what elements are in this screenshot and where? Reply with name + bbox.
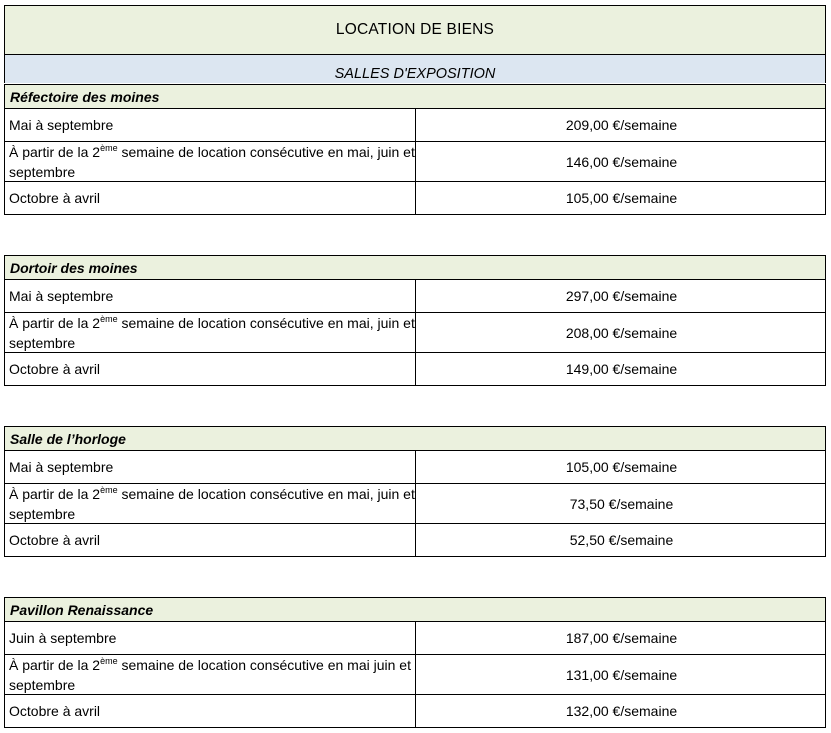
price-value: 297,00 €/semaine (565, 288, 678, 304)
table-row (4, 353, 826, 386)
section-title: Dortoir des moines (4, 255, 826, 280)
period-label: Octobre à avril (5, 353, 416, 385)
table-row (4, 524, 826, 557)
price-value: 52,50 €/semaine (569, 532, 674, 548)
period-label: Mai à septembre (5, 109, 416, 141)
period-label: Octobre à avril (5, 524, 416, 556)
section-horloge (4, 426, 826, 557)
price-value: 132,00 €/semaine (565, 703, 678, 719)
section-refectoire (4, 84, 826, 215)
period-label: Octobre à avril (5, 695, 416, 727)
price-value: 105,00 €/semaine (565, 459, 678, 475)
section-dortoir (4, 255, 826, 386)
price-value: 131,00 €/semaine (565, 667, 678, 683)
table-row (4, 484, 826, 524)
price-value: 73,50 €/semaine (569, 496, 674, 512)
table-row (4, 109, 826, 142)
price-value: 187,00 €/semaine (565, 630, 678, 646)
price-value: 146,00 €/semaine (565, 154, 678, 170)
table-row (4, 451, 826, 484)
period-label: Juin à septembre (5, 622, 416, 654)
price-value: 209,00 €/semaine (565, 117, 678, 133)
page-title: LOCATION DE BIENS (4, 5, 826, 55)
table-row (4, 142, 826, 182)
period-label: À partir de la 2ème semaine de location consécutive en mai juin et septembre (5, 655, 416, 694)
period-label: À partir de la 2ème semaine de location consécutive en mai, juin et septembre (5, 142, 416, 181)
table-row (4, 280, 826, 313)
period-label: À partir de la 2ème semaine de location consécutive en mai, juin et septembre (5, 313, 416, 352)
section-title: Salle de l’horloge (4, 426, 826, 451)
table-row (4, 695, 826, 728)
period-label: Mai à septembre (5, 280, 416, 312)
period-label: À partir de la 2ème semaine de location consécutive en mai, juin et septembre (5, 484, 416, 523)
table-row (4, 655, 826, 695)
period-label: Mai à septembre (5, 451, 416, 483)
table-row (4, 313, 826, 353)
category-header: SALLES D'EXPOSITION (4, 55, 826, 83)
section-pavillon (4, 597, 826, 728)
price-value: 105,00 €/semaine (565, 190, 678, 206)
section-title: Réfectoire des moines (4, 84, 826, 109)
price-value: 208,00 €/semaine (565, 325, 678, 341)
price-value: 149,00 €/semaine (565, 361, 678, 377)
section-title: Pavillon Renaissance (4, 597, 826, 622)
table-row (4, 182, 826, 215)
table-row (4, 622, 826, 655)
period-label: Octobre à avril (5, 182, 416, 214)
